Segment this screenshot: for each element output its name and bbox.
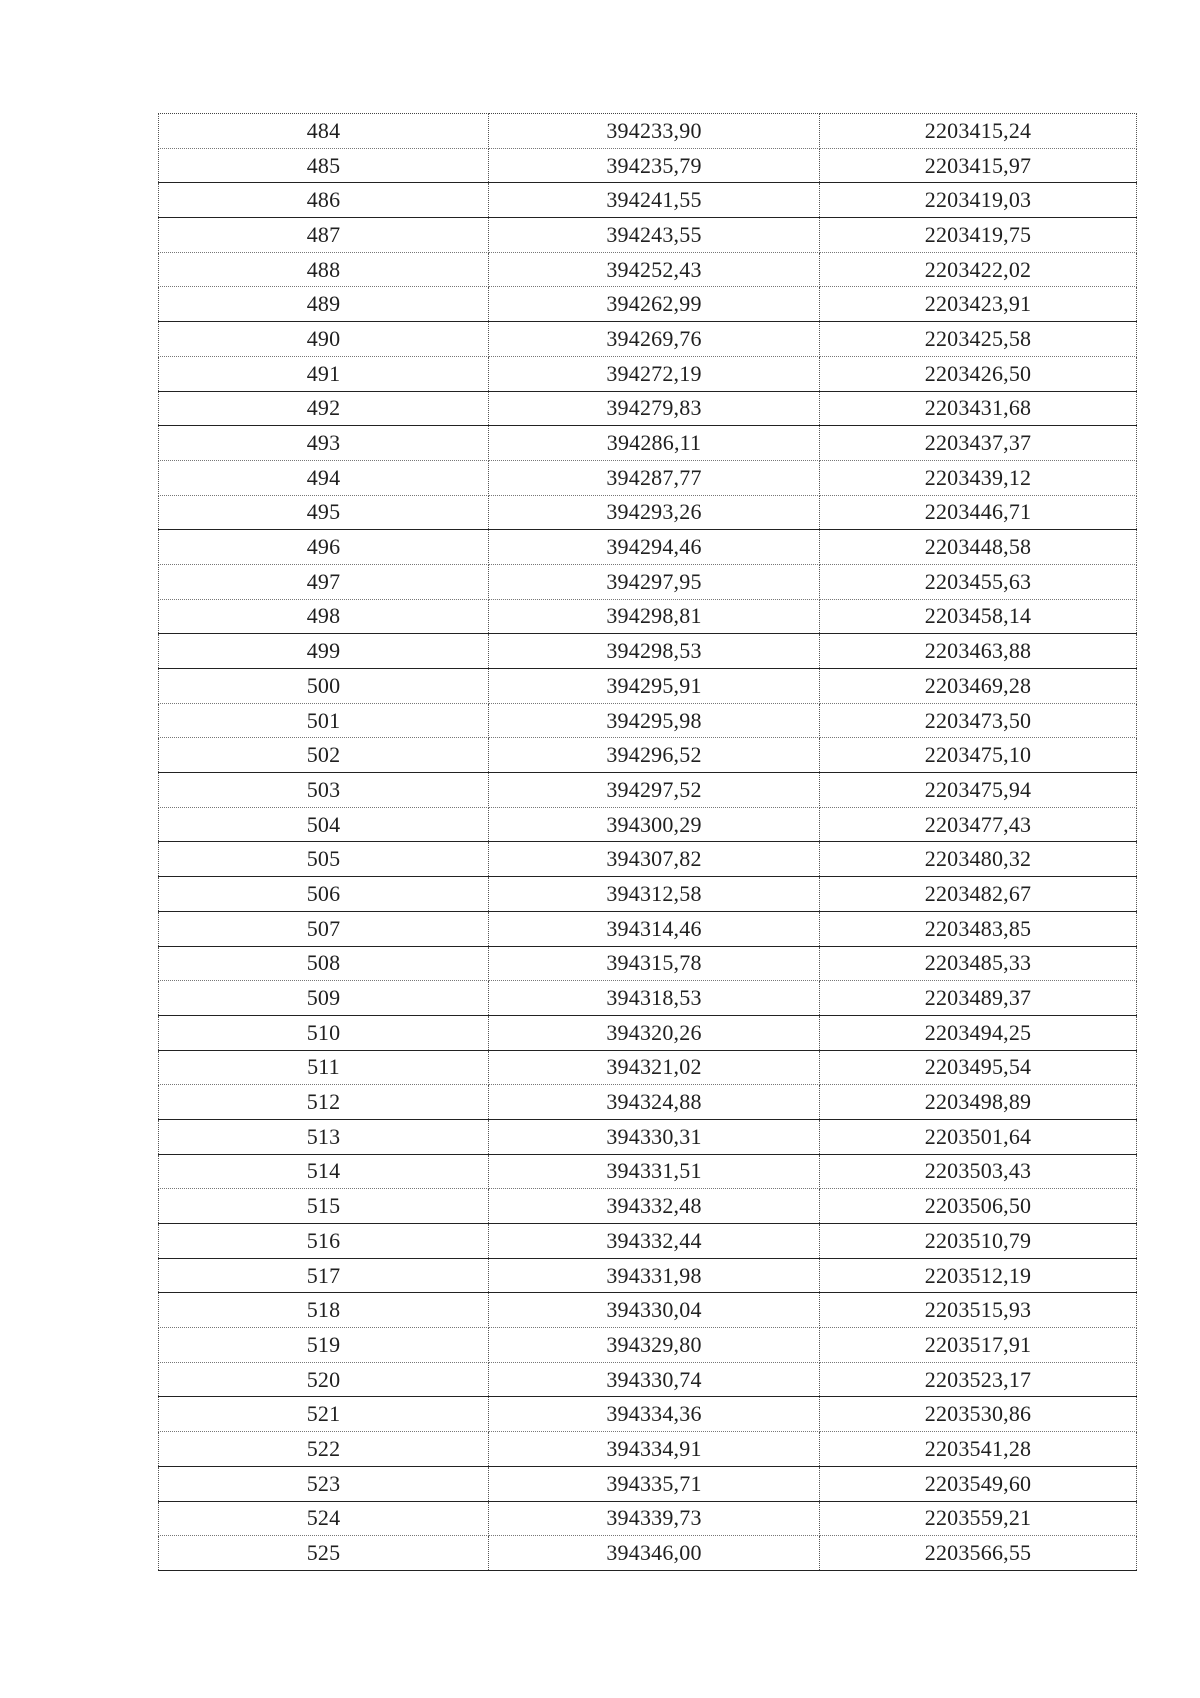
point-number-cell: 518 — [159, 1293, 489, 1328]
y-coordinate-cell: 2203480,32 — [820, 842, 1137, 877]
x-coordinate-cell: 394324,88 — [489, 1085, 820, 1120]
point-number-cell: 496 — [159, 530, 489, 565]
point-number-cell: 525 — [159, 1536, 489, 1571]
x-coordinate-cell: 394314,46 — [489, 911, 820, 946]
table-row — [159, 564, 1137, 599]
y-coordinate-cell: 2203469,28 — [820, 669, 1137, 704]
point-number-cell: 521 — [159, 1397, 489, 1432]
x-coordinate-cell: 394346,00 — [489, 1536, 820, 1571]
coordinates-table-body — [159, 114, 1137, 1571]
x-coordinate-cell: 394293,26 — [489, 495, 820, 530]
x-coordinate-cell: 394332,48 — [489, 1189, 820, 1224]
table-row — [159, 114, 1137, 149]
x-coordinate-cell: 394298,81 — [489, 599, 820, 634]
point-number-cell: 497 — [159, 564, 489, 599]
x-coordinate-cell: 394297,95 — [489, 564, 820, 599]
point-number-cell: 513 — [159, 1119, 489, 1154]
y-coordinate-cell: 2203431,68 — [820, 391, 1137, 426]
point-number-cell: 498 — [159, 599, 489, 634]
point-number-cell: 503 — [159, 773, 489, 808]
y-coordinate-cell: 2203475,10 — [820, 738, 1137, 773]
point-number-cell: 491 — [159, 356, 489, 391]
x-coordinate-cell: 394320,26 — [489, 1015, 820, 1050]
y-coordinate-cell: 2203446,71 — [820, 495, 1137, 530]
point-number-cell: 492 — [159, 391, 489, 426]
point-number-cell: 505 — [159, 842, 489, 877]
point-number-cell: 510 — [159, 1015, 489, 1050]
y-coordinate-cell: 2203566,55 — [820, 1536, 1137, 1571]
table-row — [159, 981, 1137, 1016]
x-coordinate-cell: 394334,91 — [489, 1432, 820, 1467]
y-coordinate-cell: 2203475,94 — [820, 773, 1137, 808]
y-coordinate-cell: 2203501,64 — [820, 1119, 1137, 1154]
x-coordinate-cell: 394330,31 — [489, 1119, 820, 1154]
point-number-cell: 509 — [159, 981, 489, 1016]
point-number-cell: 519 — [159, 1328, 489, 1363]
x-coordinate-cell: 394329,80 — [489, 1328, 820, 1363]
y-coordinate-cell: 2203419,75 — [820, 218, 1137, 253]
point-number-cell: 511 — [159, 1050, 489, 1085]
x-coordinate-cell: 394315,78 — [489, 946, 820, 981]
table-row — [159, 1119, 1137, 1154]
y-coordinate-cell: 2203517,91 — [820, 1328, 1137, 1363]
y-coordinate-cell: 2203415,24 — [820, 114, 1137, 149]
y-coordinate-cell: 2203422,02 — [820, 252, 1137, 287]
table-row — [159, 877, 1137, 912]
x-coordinate-cell: 394296,52 — [489, 738, 820, 773]
point-number-cell: 488 — [159, 252, 489, 287]
x-coordinate-cell: 394335,71 — [489, 1466, 820, 1501]
y-coordinate-cell: 2203485,33 — [820, 946, 1137, 981]
x-coordinate-cell: 394339,73 — [489, 1501, 820, 1536]
y-coordinate-cell: 2203483,85 — [820, 911, 1137, 946]
y-coordinate-cell: 2203437,37 — [820, 426, 1137, 461]
y-coordinate-cell: 2203439,12 — [820, 460, 1137, 495]
x-coordinate-cell: 394321,02 — [489, 1050, 820, 1085]
y-coordinate-cell: 2203458,14 — [820, 599, 1137, 634]
table-row — [159, 599, 1137, 634]
table-row — [159, 842, 1137, 877]
table-row — [159, 1015, 1137, 1050]
table-row — [159, 530, 1137, 565]
table-row — [159, 911, 1137, 946]
table-row — [159, 1501, 1137, 1536]
point-number-cell: 500 — [159, 669, 489, 704]
table-row — [159, 1050, 1137, 1085]
point-number-cell: 489 — [159, 287, 489, 322]
y-coordinate-cell: 2203477,43 — [820, 807, 1137, 842]
point-number-cell: 490 — [159, 322, 489, 357]
y-coordinate-cell: 2203473,50 — [820, 703, 1137, 738]
table-row — [159, 183, 1137, 218]
y-coordinate-cell: 2203426,50 — [820, 356, 1137, 391]
table-row — [159, 738, 1137, 773]
x-coordinate-cell: 394287,77 — [489, 460, 820, 495]
table-row — [159, 460, 1137, 495]
y-coordinate-cell: 2203506,50 — [820, 1189, 1137, 1224]
y-coordinate-cell: 2203448,58 — [820, 530, 1137, 565]
x-coordinate-cell: 394252,43 — [489, 252, 820, 287]
x-coordinate-cell: 394334,36 — [489, 1397, 820, 1432]
table-row — [159, 1328, 1137, 1363]
y-coordinate-cell: 2203419,03 — [820, 183, 1137, 218]
table-row — [159, 946, 1137, 981]
table-row — [159, 1085, 1137, 1120]
x-coordinate-cell: 394331,98 — [489, 1258, 820, 1293]
x-coordinate-cell: 394295,98 — [489, 703, 820, 738]
x-coordinate-cell: 394262,99 — [489, 287, 820, 322]
y-coordinate-cell: 2203559,21 — [820, 1501, 1137, 1536]
table-row — [159, 356, 1137, 391]
table-row — [159, 287, 1137, 322]
x-coordinate-cell: 394297,52 — [489, 773, 820, 808]
coordinates-table — [158, 113, 1137, 1571]
point-number-cell: 501 — [159, 703, 489, 738]
x-coordinate-cell: 394331,51 — [489, 1154, 820, 1189]
y-coordinate-cell: 2203515,93 — [820, 1293, 1137, 1328]
x-coordinate-cell: 394233,90 — [489, 114, 820, 149]
x-coordinate-cell: 394279,83 — [489, 391, 820, 426]
point-number-cell: 520 — [159, 1362, 489, 1397]
x-coordinate-cell: 394235,79 — [489, 148, 820, 183]
point-number-cell: 495 — [159, 495, 489, 530]
table-row — [159, 1466, 1137, 1501]
table-row — [159, 703, 1137, 738]
point-number-cell: 504 — [159, 807, 489, 842]
table-row — [159, 1154, 1137, 1189]
point-number-cell: 486 — [159, 183, 489, 218]
table-row — [159, 495, 1137, 530]
x-coordinate-cell: 394243,55 — [489, 218, 820, 253]
point-number-cell: 516 — [159, 1224, 489, 1259]
y-coordinate-cell: 2203455,63 — [820, 564, 1137, 599]
y-coordinate-cell: 2203549,60 — [820, 1466, 1137, 1501]
point-number-cell: 512 — [159, 1085, 489, 1120]
y-coordinate-cell: 2203494,25 — [820, 1015, 1137, 1050]
point-number-cell: 507 — [159, 911, 489, 946]
x-coordinate-cell: 394269,76 — [489, 322, 820, 357]
y-coordinate-cell: 2203425,58 — [820, 322, 1137, 357]
point-number-cell: 524 — [159, 1501, 489, 1536]
table-row — [159, 148, 1137, 183]
point-number-cell: 493 — [159, 426, 489, 461]
y-coordinate-cell: 2203489,37 — [820, 981, 1137, 1016]
point-number-cell: 523 — [159, 1466, 489, 1501]
table-row — [159, 669, 1137, 704]
table-row — [159, 391, 1137, 426]
y-coordinate-cell: 2203503,43 — [820, 1154, 1137, 1189]
x-coordinate-cell: 394318,53 — [489, 981, 820, 1016]
x-coordinate-cell: 394312,58 — [489, 877, 820, 912]
x-coordinate-cell: 394272,19 — [489, 356, 820, 391]
table-row — [159, 1397, 1137, 1432]
x-coordinate-cell: 394298,53 — [489, 634, 820, 669]
table-row — [159, 1536, 1137, 1571]
point-number-cell: 506 — [159, 877, 489, 912]
y-coordinate-cell: 2203510,79 — [820, 1224, 1137, 1259]
table-row — [159, 1224, 1137, 1259]
table-row — [159, 426, 1137, 461]
table-row — [159, 322, 1137, 357]
y-coordinate-cell: 2203530,86 — [820, 1397, 1137, 1432]
point-number-cell: 508 — [159, 946, 489, 981]
y-coordinate-cell: 2203495,54 — [820, 1050, 1137, 1085]
x-coordinate-cell: 394332,44 — [489, 1224, 820, 1259]
point-number-cell: 484 — [159, 114, 489, 149]
x-coordinate-cell: 394330,74 — [489, 1362, 820, 1397]
x-coordinate-cell: 394241,55 — [489, 183, 820, 218]
table-row — [159, 218, 1137, 253]
x-coordinate-cell: 394300,29 — [489, 807, 820, 842]
y-coordinate-cell: 2203498,89 — [820, 1085, 1137, 1120]
point-number-cell: 522 — [159, 1432, 489, 1467]
x-coordinate-cell: 394286,11 — [489, 426, 820, 461]
y-coordinate-cell: 2203423,91 — [820, 287, 1137, 322]
point-number-cell: 515 — [159, 1189, 489, 1224]
x-coordinate-cell: 394330,04 — [489, 1293, 820, 1328]
point-number-cell: 494 — [159, 460, 489, 495]
y-coordinate-cell: 2203512,19 — [820, 1258, 1137, 1293]
point-number-cell: 514 — [159, 1154, 489, 1189]
point-number-cell: 485 — [159, 148, 489, 183]
table-row — [159, 1258, 1137, 1293]
x-coordinate-cell: 394307,82 — [489, 842, 820, 877]
table-row — [159, 1293, 1137, 1328]
y-coordinate-cell: 2203463,88 — [820, 634, 1137, 669]
point-number-cell: 499 — [159, 634, 489, 669]
point-number-cell: 487 — [159, 218, 489, 253]
table-row — [159, 773, 1137, 808]
table-row — [159, 1189, 1137, 1224]
y-coordinate-cell: 2203523,17 — [820, 1362, 1137, 1397]
point-number-cell: 502 — [159, 738, 489, 773]
y-coordinate-cell: 2203482,67 — [820, 877, 1137, 912]
point-number-cell: 517 — [159, 1258, 489, 1293]
table-row — [159, 1362, 1137, 1397]
table-row — [159, 807, 1137, 842]
table-row — [159, 252, 1137, 287]
table-row — [159, 1432, 1137, 1467]
x-coordinate-cell: 394294,46 — [489, 530, 820, 565]
y-coordinate-cell: 2203415,97 — [820, 148, 1137, 183]
y-coordinate-cell: 2203541,28 — [820, 1432, 1137, 1467]
table-row — [159, 634, 1137, 669]
x-coordinate-cell: 394295,91 — [489, 669, 820, 704]
